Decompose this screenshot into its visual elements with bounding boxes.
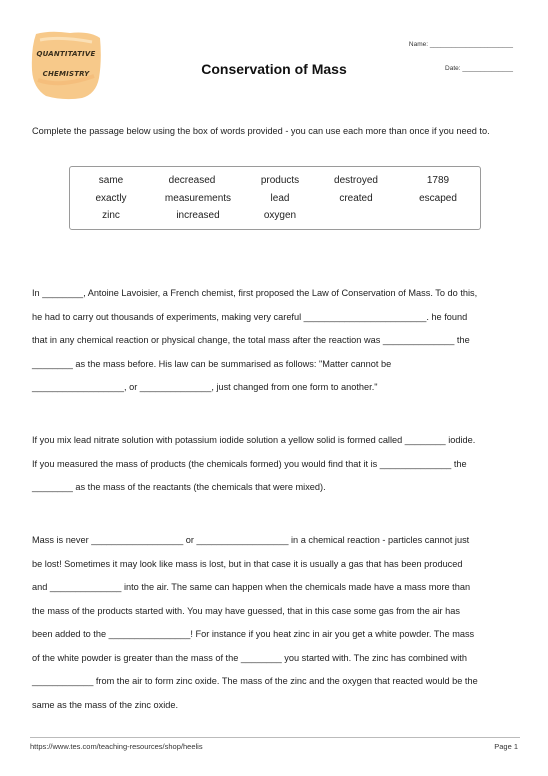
logo-text-line2: CHEMISTRY	[42, 70, 90, 78]
footer-url[interactable]: https://www.tes.com/teaching-resources/shop/heelis	[30, 742, 203, 751]
word-box-word: lead	[270, 193, 290, 204]
passage-line: and ______________ into the air. The same can happen when the chemicals made have a mass more than	[32, 582, 471, 592]
page-number: Page 1	[494, 742, 518, 751]
passage-line: that in any chemical reaction or physical change, the total mass after the reaction was ______________ the	[32, 335, 470, 345]
word-box-word: increased	[176, 210, 220, 221]
word-box-word: escaped	[419, 193, 457, 204]
passage-line: be lost! Sometimes it may look like mass is lost, but in that case it is usually a gas that has been produced	[32, 558, 463, 569]
logo-text-line1: QUANTITATIVE	[36, 50, 96, 58]
passage-line: he had to carry out thousands of experiments, making very careful ________________________. he found	[32, 311, 468, 322]
passage-line: Mass is never __________________ or __________________ in a chemical reaction - particles cannot just	[32, 535, 470, 545]
passage-line: the mass of the products started with. You may have guessed, that in this case some gas from the air has	[32, 605, 460, 616]
word-box-word: 1789	[426, 175, 450, 186]
word-box-word: oxygen	[263, 210, 297, 221]
passage-line: If you measured the mass of products (the chemicals formed) you would find that it is ______________ the	[32, 458, 467, 469]
passage-line: __________________, or ______________, just changed from one form to another."	[32, 382, 378, 392]
word-box-word: created	[339, 193, 373, 204]
passage-line: ____________ from the air to form zinc oxide. The mass of the zinc and the oxygen that reacted would be the	[32, 676, 478, 686]
passage-paragraph-3	[32, 529, 522, 717]
passage-line: ________ as the mass before. His law can be summarised as follows: "Matter cannot be	[32, 358, 392, 369]
word-box-word: decreased	[168, 175, 216, 186]
instructions-text: Complete the passage below using the box of words provided - you can use each more than once if you need to.	[32, 126, 490, 136]
word-box-word: measurements	[164, 193, 232, 204]
word-box-word: destroyed	[334, 175, 378, 186]
passage-line: If you mix lead nitrate solution with potassium iodide solution a yellow solid is formed called ________ iodide.	[32, 435, 476, 445]
passage-line: In ________, Antoine Lavoisier, a French chemist, first proposed the Law of Conservation of Mass. To do this,	[32, 288, 478, 298]
passage-line: been added to the ________________! For instance if you heat zinc in air you get a white powder. The mass	[32, 629, 475, 639]
footer-divider	[30, 737, 520, 738]
passage-line: ________ as the mass of the reactants (the chemicals that were mixed).	[32, 482, 326, 492]
word-box-word: same	[98, 175, 124, 186]
passage-paragraph-2	[32, 429, 522, 500]
word-box-word: exactly	[95, 193, 127, 204]
name-field[interactable]: Name: _______________________	[408, 41, 513, 48]
passage-paragraph-1	[32, 282, 522, 400]
word-box	[69, 166, 481, 230]
page-title: Conservation of Mass	[201, 61, 347, 77]
word-box-word: products	[260, 175, 300, 186]
date-field[interactable]: Date: ______________	[445, 65, 513, 72]
passage-line: of the white powder is greater than the mass of the ________ you started with. The zinc has combined with	[32, 652, 467, 663]
passage-line: same as the mass of the zinc oxide.	[32, 699, 179, 710]
word-box-word: zinc	[102, 210, 120, 221]
